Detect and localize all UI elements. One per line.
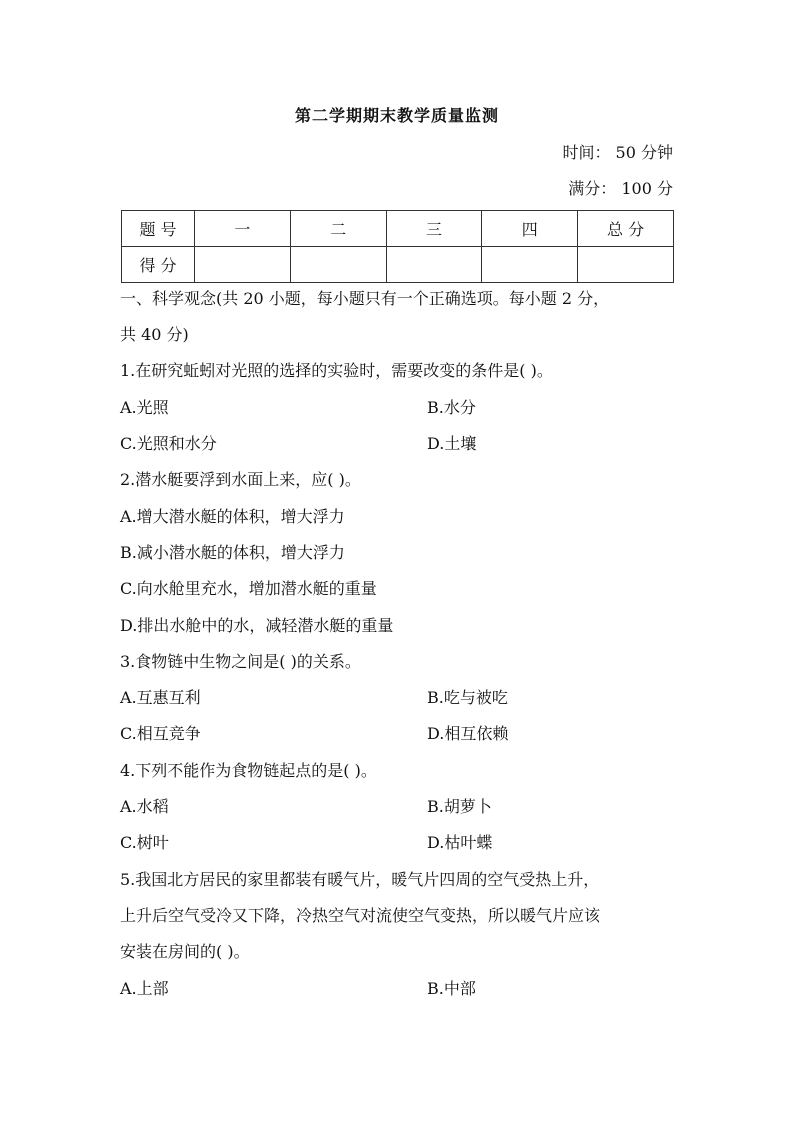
score-entry-cell[interactable] bbox=[290, 247, 386, 283]
exam-duration: 时间： 50 分钟 bbox=[562, 143, 673, 162]
answer-option: A.互惠互利 bbox=[120, 688, 201, 707]
score-table-header-cell: 总 分 bbox=[578, 211, 674, 247]
score-table-header-cell: 一 bbox=[195, 211, 291, 247]
score-entry-cell[interactable] bbox=[578, 247, 674, 283]
question-stem-continued: 上升后空气受冷又下降，冷热空气对流使空气变热，所以暖气片应该 bbox=[120, 906, 601, 925]
section-heading: 一、科学观念(共 20 小题，每小题只有一个正确选项。每小题 2 分， bbox=[120, 289, 610, 308]
score-entry-cell[interactable] bbox=[195, 247, 291, 283]
answer-option: A.上部 bbox=[120, 979, 169, 998]
answer-option: D.相互依赖 bbox=[427, 724, 509, 743]
score-entry-cell[interactable] bbox=[482, 247, 578, 283]
answer-option: B.吃与被吃 bbox=[427, 688, 508, 707]
answer-option: B.胡萝卜 bbox=[427, 797, 492, 816]
score-table-header-row bbox=[122, 211, 674, 247]
answer-option: D.土壤 bbox=[427, 434, 477, 453]
score-table-row-label: 得 分 bbox=[122, 247, 195, 283]
answer-option: A.光照 bbox=[120, 398, 169, 417]
question-stem: 3.食物链中生物之间是( )的关系。 bbox=[120, 652, 361, 671]
score-table-header-cell: 四 bbox=[482, 211, 578, 247]
question-stem: 2.潜水艇要浮到水面上来，应( )。 bbox=[120, 470, 361, 489]
question-stem-continued: 安装在房间的( )。 bbox=[120, 942, 250, 961]
score-entry-cell[interactable] bbox=[386, 247, 482, 283]
question-stem: 4.下列不能作为食物链起点的是( )。 bbox=[120, 761, 377, 780]
score-table bbox=[121, 210, 674, 283]
exam-title: 第二学期期末教学质量监测 bbox=[294, 106, 499, 125]
section-heading-continued: 共 40 分) bbox=[120, 325, 189, 344]
answer-option: C.向水舱里充水，增加潜水艇的重量 bbox=[120, 579, 377, 598]
answer-option: C.光照和水分 bbox=[120, 434, 217, 453]
answer-option: C.树叶 bbox=[120, 833, 169, 852]
answer-option: A.增大潜水艇的体积，增大浮力 bbox=[120, 507, 345, 526]
answer-option: A.水稻 bbox=[120, 797, 169, 816]
answer-option: B.水分 bbox=[427, 398, 476, 417]
answer-option: B.减小潜水艇的体积，增大浮力 bbox=[120, 543, 345, 562]
question-stem: 5.我国北方居民的家里都装有暖气片，暖气片四周的空气受热上升， bbox=[120, 870, 600, 889]
score-table-header-cell: 二 bbox=[290, 211, 386, 247]
score-table-score-row bbox=[122, 247, 674, 283]
score-table-header-cell: 题 号 bbox=[122, 211, 195, 247]
answer-option: D.排出水舱中的水，减轻潜水艇的重量 bbox=[120, 616, 394, 635]
exam-full-score: 满分： 100 分 bbox=[568, 179, 673, 198]
score-table-header-cell: 三 bbox=[386, 211, 482, 247]
question-stem: 1.在研究蚯蚓对光照的选择的实验时，需要改变的条件是( )。 bbox=[120, 361, 553, 380]
answer-option: B.中部 bbox=[427, 979, 476, 998]
answer-option: C.相互竞争 bbox=[120, 724, 201, 743]
answer-option: D.枯叶蝶 bbox=[427, 833, 493, 852]
